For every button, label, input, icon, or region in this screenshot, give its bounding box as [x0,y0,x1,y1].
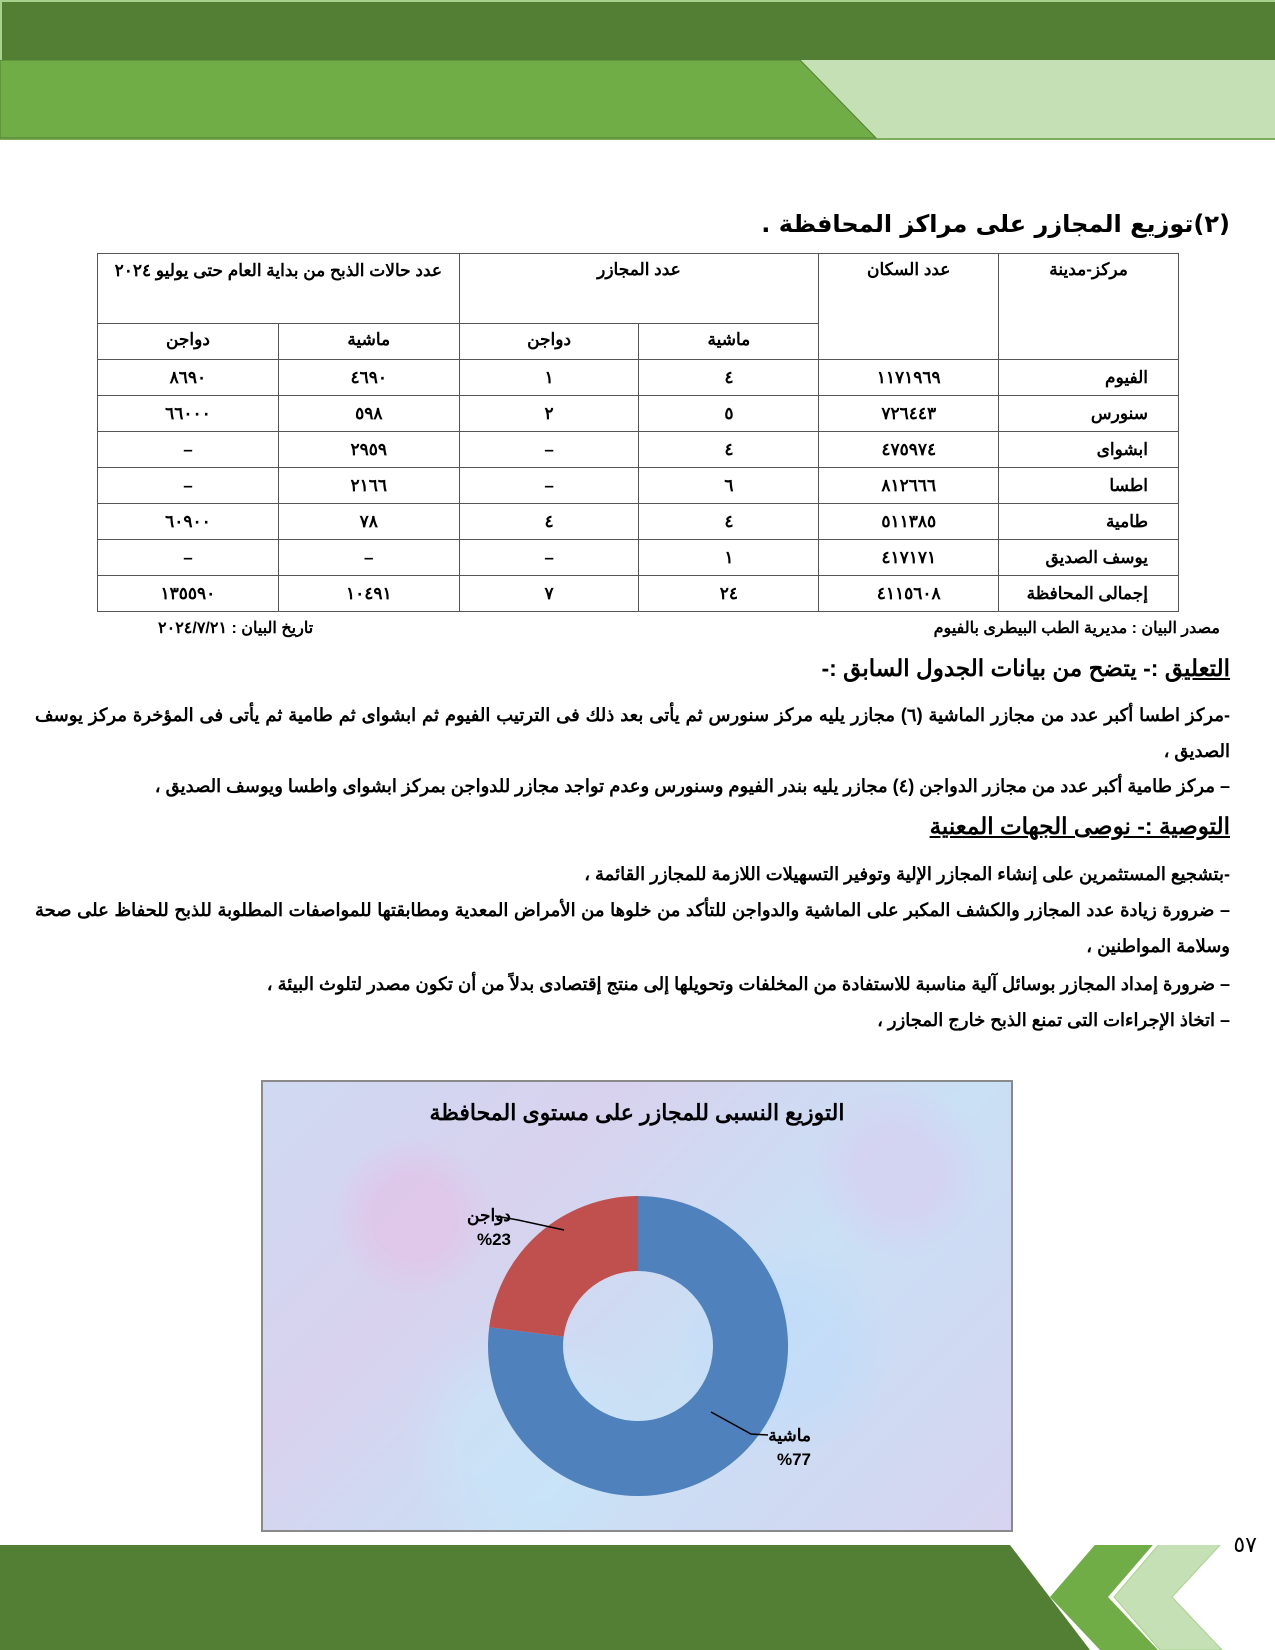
cell-sh-livestock: ٤ [639,432,819,468]
cell-city: سنورس [999,396,1179,432]
label-poultry-value: %23 [476,1230,511,1249]
label-livestock [741,1424,811,1472]
comment-heading [821,655,1230,682]
donut-chart [261,1080,1013,1532]
header-sh-livestock: ماشية [639,324,819,360]
cell-sh-poultry: – [459,468,639,504]
header-city: مركز-مدينة [999,254,1179,360]
header-band-dark [0,0,1275,60]
cell-cases-livestock: ١٠٤٩١ [278,576,459,612]
chart-title: التوزيع النسبى للمجازر على مستوى المحافظة [429,1100,845,1125]
table-row [98,432,1179,468]
cell-city: يوسف الصديق [999,540,1179,576]
recommendation-heading: التوصية :- نوصى الجهات المعنية [929,813,1230,839]
cell-city: ابشواى [999,432,1179,468]
cell-population: ٧٢٦٤٤٣ [819,396,999,432]
page-number: ٥٧ [1233,1533,1257,1558]
comment-paragraph: – مركز طامية أكبر عدد من مجازر الدواجن (٤) مجازر يليه بندر الفيوم وسنورس وعدم تواجد مجازر للدواجن بمركز ابشواى واطسا ويوسف الصديق ، [154,776,1230,796]
cell-sh-livestock: ٥ [639,396,819,432]
table-row-total [98,576,1179,612]
cell-population: ٤١٧١٧١ [819,540,999,576]
label-livestock-value: %77 [776,1450,811,1469]
cell-sh-poultry: ٢ [459,396,639,432]
label-poultry-name: دواجن [467,1206,511,1225]
recommendation-item: – اتخاذ الإجراءات التى تمنع الذبح خارج المجازر ، [877,1010,1230,1030]
cell-sh-poultry: ١ [459,360,639,396]
table-row [98,540,1179,576]
cell-population: ٨١٢٦٦٦ [819,468,999,504]
footer-band [0,1545,1275,1650]
label-livestock-name: ماشية [768,1426,811,1445]
cell-cases-poultry: ١٣٥٥٩٠ [98,576,279,612]
cell-sh-livestock: ٦ [639,468,819,504]
header-cases-livestock: ماشية [278,324,459,360]
slice-poultry [489,1196,638,1337]
cell-city: الفيوم [999,360,1179,396]
recommendation-item: – ضرورة إمداد المجازر بوسائل آلية مناسبة للاستفادة من المخلفات وتحويلها إلى منتج إقتصادى بدلاً من أن تكون مصدر لتلوث البيئة ، [266,974,1230,994]
cell-sh-poultry: – [459,432,639,468]
data-date-note: تاريخ البيان : ٢٠٢٤/٧/٢١ [158,620,314,637]
header-slaughterhouses: عدد المجازر [459,254,819,324]
cell-population: ٤١١٥٦٠٨ [819,576,999,612]
cell-cases-poultry: – [98,540,279,576]
label-poultry [441,1204,511,1252]
cell-sh-livestock: ٤ [639,504,819,540]
cell-sh-poultry: ٤ [459,504,639,540]
table-row [98,396,1179,432]
cell-cases-livestock: ٢١٦٦ [278,468,459,504]
cell-population: ١١٧١٩٦٩ [819,360,999,396]
comment-label: التعليق [1164,655,1230,681]
cell-cases-livestock: – [278,540,459,576]
header-cases-poultry: دواجن [98,324,279,360]
cell-city: إجمالى المحافظة [999,576,1179,612]
cell-cases-livestock: ٧٨ [278,504,459,540]
comment-heading-text: :- يتضح من بيانات الجدول السابق :- [821,655,1165,681]
header-population: عدد السكان [819,254,999,360]
cell-sh-livestock: ٢٤ [639,576,819,612]
cell-sh-poultry: – [459,540,639,576]
cell-cases-poultry: ٦٦٠٠٠ [98,396,279,432]
cell-city: طامية [999,504,1179,540]
cell-sh-livestock: ٤ [639,360,819,396]
table-row [98,360,1179,396]
cell-cases-poultry: – [98,432,279,468]
data-source-note: مصدر البيان : مديرية الطب البيطرى بالفيوم [933,620,1220,637]
recommendation-item: -بتشجيع المستثمرين على إنشاء المجازر الإلية وتوفير التسهيلات اللازمة للمجازر القائمة ، [584,864,1230,884]
cell-sh-poultry: ٧ [459,576,639,612]
cell-cases-livestock: ٢٩٥٩ [278,432,459,468]
cell-sh-livestock: ١ [639,540,819,576]
header-band-shape [0,60,1275,140]
cell-population: ٤٧٥٩٧٤ [819,432,999,468]
cell-cases-poultry: ٦٠٩٠٠ [98,504,279,540]
cell-cases-poultry: ٨٦٩٠ [98,360,279,396]
table-row [98,468,1179,504]
comment-paragraph: -مركز اطسا أكبر عدد من مجازر الماشية (٦) مجازر يليه مركز سنورس ثم يأتى بعد ذلك فى الترتيب الفيوم ثم ابشواى ثم طامية ثم يأتى فى المؤخرة مركز يوسف الصديق ، [35,705,1230,761]
chart-plot [263,1082,1015,1534]
slaughterhouse-table [97,253,1179,612]
section-title: (٢)توزيع المجازر على مراكز المحافظة . [761,210,1230,238]
table-row [98,504,1179,540]
cell-cases-livestock: ٥٩٨ [278,396,459,432]
cell-population: ٥١١٣٨٥ [819,504,999,540]
cell-city: اطسا [999,468,1179,504]
recommendation-item: – ضرورة زيادة عدد المجازر والكشف المكبر على الماشية والدواجن للتأكد من خلوها من الأمراض المعدية ومطابقتها للمواصفات المطلوبة للذبح للحفاظ على صحة وسلامة المواطنين ، [35,900,1230,956]
cell-cases-poultry: – [98,468,279,504]
cell-cases-livestock: ٤٦٩٠ [278,360,459,396]
header-slaughter-cases: عدد حالات الذبح من بداية العام حتى يوليو ٢٠٢٤ [98,254,460,324]
header-sh-poultry: دواجن [459,324,639,360]
